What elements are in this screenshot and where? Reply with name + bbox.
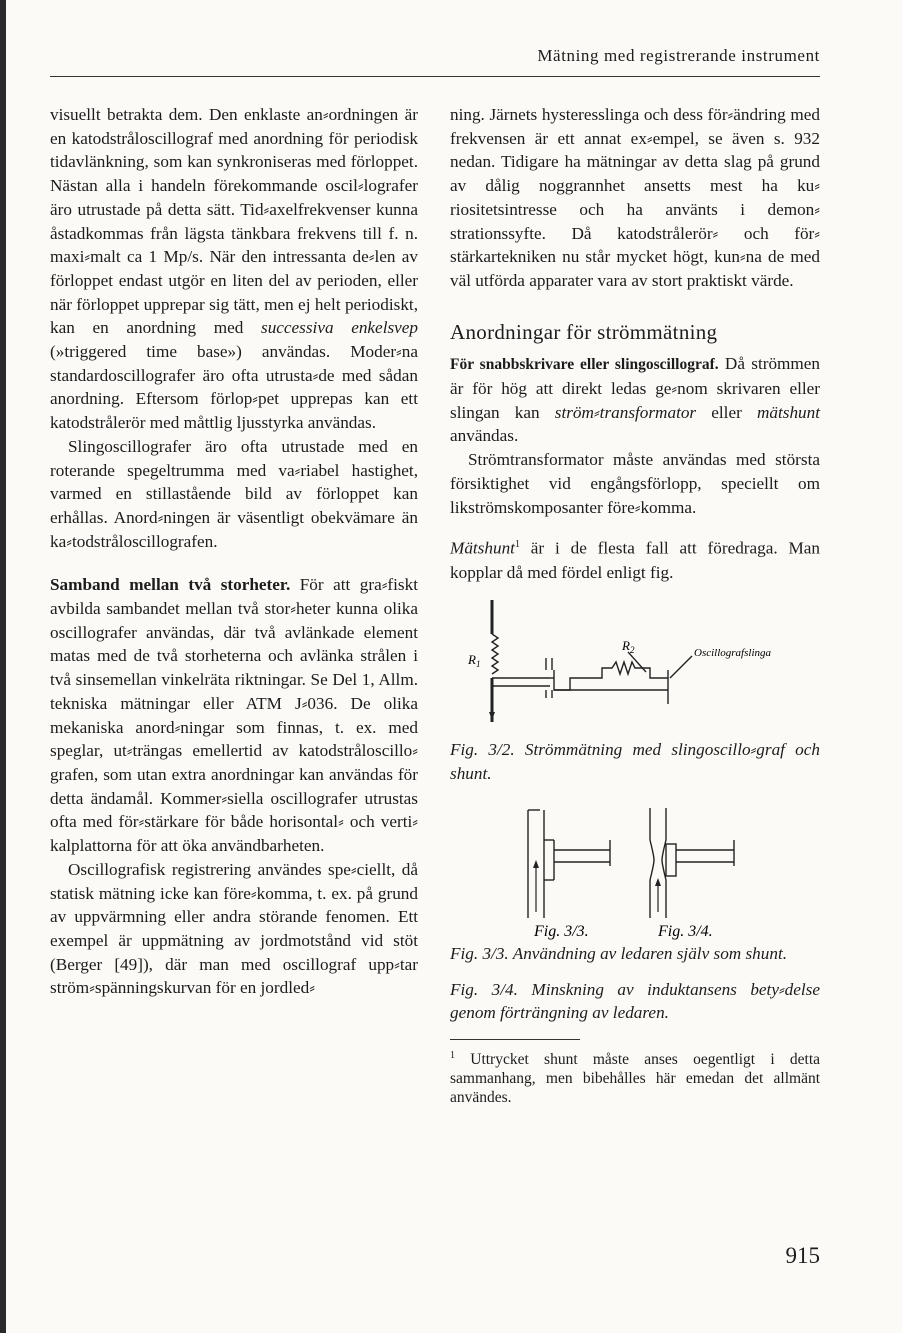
footnote-mark: 1 [450,1049,455,1061]
left-column [50,103,418,1000]
italic-term: successiva enkelsvep [261,318,419,338]
header-rule [50,76,820,77]
paragraph [50,573,418,857]
text: För att gra⸗fiskt avbilda sambandet mellan två stor⸗heter kunna olika oscillografer användas, där två avlänkade element matas med de två storheterna och avlänka strålen i två sinsemellan vinkelräta riktningar. Se Del 1, Allm. tekniska mätningar eller ATM J⸗036. De olika mekaniska anord⸗ningar som finnas, t. ex. med speglar, ut⸗trängas emellertid av katodstråloscillo⸗grafen, som utan extra anordningar kan användas för detta ändamål. Kommer⸗siella oscillografer utrustas ofta med för⸗stärkare för både horisontal⸗ och verti⸗kalplattorna för att öka användbarheten. [50,575,418,856]
running-header: Mätning med registrerande instrument [537,46,820,65]
italic-term: Mätshunt [450,538,515,558]
paragraph: ning. Järnets hysteresslinga och dess för⸗ändring med frekvensen är ett annat ex⸗empel, se även s. 932 nedan. Tidigare ha mätningar av detta slag på grund av dålig noggrannhet ansetts mest ha ku⸗riositetsintresse och ha använts i demon⸗strationssyfte. Då katodstrålerör⸗ och för⸗stärkartekniken nu står mycket högt, kun⸗na de med väl utförda apparater vara av stort praktiskt värde. [450,105,820,290]
figure-3-3-caption: Fig. 3/3. Användning av ledaren själv som shunt. [450,943,788,963]
oscillograph-loop-label: Oscillografslinga [694,647,772,660]
svg-text:R1: $R_1$ [468,652,481,670]
text: Uttrycket shunt måste anses oegentligt i detta sammanhang, men bibehålles här emedan det allmänt användes. [450,1051,820,1107]
footnote [450,1046,820,1107]
page-number: 915 [785,1243,820,1268]
italic-term: mätshunt [756,402,821,422]
run-in-heading: Samband mellan två storheter. [50,575,291,595]
text: (»triggered time base») användas. Moder⸗na standardoscillografer äro ofta utrusta⸗de med sådan anordning. Eftersom förlop⸗pet upprepas kan ett katodstrålerör med måttlig ljusstyrka användas. [50,342,418,433]
scan-edge [0,0,6,1333]
right-column [450,103,820,1107]
paragraph [50,103,418,435]
text: är i de flesta fall att föredraga. Man kopplar då med fördel enligt fig. [450,538,821,582]
svg-text:R2: $R_2$ [622,638,635,656]
paragraph: Strömtransformator måste användas med största försiktighet vid engångsförlopp, speciellt om likströmskomposanter före⸗komma. [450,450,820,517]
figure-3-4-label: Fig. 3/4. [658,922,713,940]
italic-term: ström⸗transformator [554,402,697,422]
paragraph: Slingoscillografer äro ofta utrustade med en roterande spegeltrumma med va⸗riabel hastighet, varmed en stillastående bild av förloppet kan erhållas. Anord⸗ningen är väsentligt obekvämare än ka⸗todstråloscillografen. [50,436,418,551]
figure-3-2-caption: Fig. 3/2. Strömmätning med slingoscillo⸗graf och shunt. [450,740,820,784]
text: eller [711,402,742,422]
figure-3-4-caption: Fig. 3/4. Minskning av induktansens bety⸗delse genom förträngning av ledaren. [450,979,820,1023]
text: visuellt betrakta dem. Den enklaste an⸗ordningen är en katodstråloscillograf med anordning för periodisk tidavlänkning, som kan synkroniseras med förloppet. Nästan alla i handeln förekommande oscil⸗lografer äro utrustade på detta sätt. Tid⸗axelfrekvenser kunna åstadkommas från lägsta tänkbara frekvens till f. n. maxi⸗malt ca 1 Mp/s. När den intressanta de⸗len av förloppet endast utgör en liten del av perioden, eller när förloppet upprepar sig tätt, men ej helt periodiskt, kan en anordning med [50,105,418,338]
text: användas. [450,426,519,446]
paragraph [450,533,820,584]
paragraph: Oscillografisk registrering användes spe⸗ciellt, då statisk mätning icke kan före⸗komma, t. ex. på grund av uppvärmning eller andra störande fenomen. Ett exempel är uppmätning av jordmotstånd vid stöt (Berger [49]), där man med oscillograf upp⸗tar ström⸗spänningskurvan för en jordled⸗ [50,859,418,998]
text: Då strömmen är för hög att direkt ledas ge⸗nom skrivaren eller slingan kan [450,354,820,422]
footnote-ref: 1 [514,539,520,551]
section-heading: Anordningar för strömmätning [450,319,718,344]
figure-3-3-label: Fig. 3/3. [534,922,589,940]
footnote-rule [450,1039,580,1040]
figure-3-2-diagram [450,594,820,732]
paragraph [450,352,820,448]
run-in-heading: För snabbskrivare eller slingoscillograf. [450,356,719,374]
figure-3-3-3-4-diagrams [450,800,820,940]
